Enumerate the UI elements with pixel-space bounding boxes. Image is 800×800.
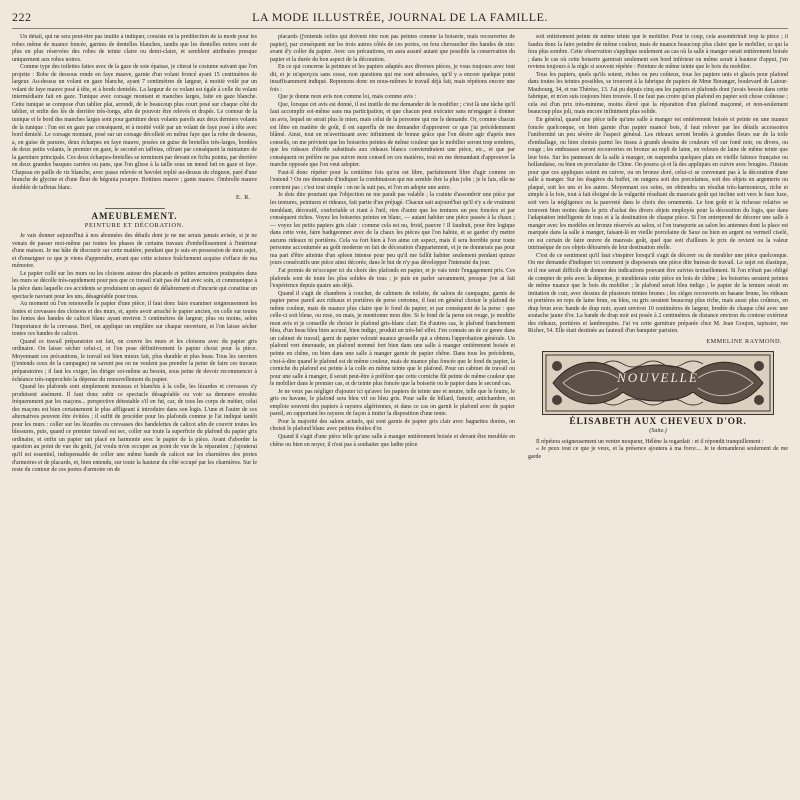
paragraph: Le papier collé sur les murs ou les cloisons autour des placards et petites armoires pratiquées dans les murs se décolle très-rapidement pour peu que ce travail n'ait pas été fait avec soin, et communique à la pièce dans laquelle ces accidents se produisent un aspect de délabrement et d'incurie qui constitue un spectacle navrant pour les uns, désagréable pour tous. (12, 270, 257, 300)
column-3 (528, 34, 788, 794)
nouvelle-banner (542, 351, 774, 415)
section-title: AMEUBLEMENT. (91, 211, 178, 222)
paragraph: Je dois dire pourtant que l'objection ne me paraît pas valable ; la crainte d'assombrir une pièce par les tentures, peintures et rideaux, fait partie d'un préjugé. Chacun sait aujourd'hui qu'il n'y a de vraiment meublant, décoratif, confortable et riant à l'œil, rien d'autre que les tentures un peu foncées et par conséquent riches. Voyez les boiseries peintes en blanc, — autant habiter une pièce passée à la chaux ; — voyez les petits papiers gris clair : comme cela est nu, froid, pauvre ! Il faudrait, pour être logique dans cette voie, faire badigeonner avec de la chaux les pièces que l'on habite, et se garder d'y mettre aucuns rideaux ni portières. Cela va fort bien à l'on aime cet aspect, mais il sera horrible pour toute personne accoutumée au goût moderne en fait de décoration d'appartement, et je ne donnerais pas pour ma part d'être atteinte d'un spleen intense pour peu qu'il me fallût habiter seulement pendant quinze jours consécutifs une pièce ainsi décorée, dans le but de n'y pas développer l'intensité du jour. (270, 192, 515, 267)
paragraph: Il répétera soigneusement un ventre moqueur, Hélène la regardait : et il répondit tranquillement : (536, 438, 764, 445)
column-2 (270, 34, 515, 794)
paragraph: En général, quand une pièce telle qu'une salle à manger est entièrement boisée et peinte en une nuance foncée quelconque, on bien garnie d'un papier nuancé bois, il faut relever par les détails accessoires l'uniformité un peu sévère de l'aspect général. Les rideaux seront brodés à grandes fleurs sur de la toile d'emballage, ou bien choisis parmi les tissus à grands dessins de couleurs vif sur fond noir, ou divers, ou rouge ; les embrasses seront recouvertes en bronze au repli de laine, en velours de laine de même teinte que leur bois. Sur les panneaux de la salle à manger, on suspendra quelques plats en vieille faïence française ou hollandaise, ou bien en porcelaine de Chine. On posera çà et là des appliques en cuivre avec bougies. J'insiste pour que ces appliques soient en cuivre, ou en bronze doré, celui-ci se convenant pas à la décoration d'une salle à manger. Sur les étagères du buffet, on rangera soit des porcelaines, soit des objets en argenterie ou plaqué, soit les uns et les autres. Moyennant ces soins, on obtiendra un résultat très-harmonieux, riche et simple à la fois, tout à fait éloigné de la vulgarité résultant du mauvais goût qui incline soit vers le faux luxe, soit vers la négligence ou la pauvreté dans le choix des ornements. Le bon goût et la richesse relative se trouvent bien moins dans le prix d'achat des divers objets employés pour la décoration du logis, que dans l'adaptation intelligente de tous et à la destination de chaque pièce. Si l'on entreprend de décorer une salle à manger avec les modèles en bronze réservés au salon, si l'on transporte au salon les antennes dont la place est marquée dans la salle à manger, faisant-là en vieille porcelaine de Saxe ou bien en argent ou vermeil ciselé, on est certain de faire œuvre de mauvais goût, quel que soit d'ailleurs le prix de revient ou la valeur intrinsèque de ces objets détournés de leur destination réelle. (528, 117, 788, 252)
journal-title: LA MODE ILLUSTRÉE, JOURNAL DE LA FAMILLE. (252, 10, 548, 24)
paragraph: Au moment où l'on renouvelle le papier d'une pièce, il faut donc faire examiner soigneusement les fentes et crevasses des cloisons et des murs, et, après avoir arraché le papier ancien, on colle sur toutes les fentes des bandes de calicot blanc ayant environ 3 centimètres de largeur, plus ou moins, selon l'importance de la crevasse. Bref, on applique un emplâtre sur chaque ouverture, et l'on laisse sécher toutes ces bandes de calicot. (12, 301, 257, 338)
story-title: ÉLISABETH AUX CHEVEUX D'OR. (569, 417, 747, 428)
paragraph: Que je donne mon avis non comme loi, mais comme avis : (278, 94, 417, 101)
banner-label: NOUVELLE (617, 370, 699, 386)
page-number: 222 (12, 10, 32, 24)
paragraph: placards (j'entends celles qui doivent être non pas peintes comme la boiserie, mais recouvertes de papier), par conséquent sur les trois autres côtés de ces portes, on fera chevaucher des bandes de zinc avant d'y coller du papier. Avec ces précautions, on aura assuré autant que possible la conservation du papier et la durée du bon aspect de la décoration. (270, 34, 515, 63)
author-signature: EMMELINE RAYMOND. (706, 337, 782, 345)
section-subtitle: PEINTURE ET DÉCORATION. (84, 221, 185, 229)
paragraph: « Je peux tout ce que je veux, et la présence ajoutera à ma force.... Je te demanderai seulement de me garde (528, 446, 788, 460)
paragraph: J'ai promis de m'occuper ici du choix des plafonds en papier, et je vais tenir l'engagement pris. Ces plafonds sont de toute les plus solides de tous ; je puis en parler savamment, presque j'en ai fait l'expérience depuis quatre ans déjà. (270, 267, 515, 290)
paragraph: Un détail, qui ne sera peut-être pas inutile à indiquer, consiste en la prédilection de la mode pour les robes même de nuance foncée, garnies de dentelles blanches, tandis que les dentelles noires sont de plus en plus réservées des robes de teinte claire ou demi-claire, et semblent attribuées presque uniquement aux robes noires. (12, 34, 257, 63)
paragraph: Je ne veux pas négliger d'ajouter ici qu'avec les papiers de teinte une et neutre, telle que le feutre, le gris ou havane, le plafond sera bleu vif ou bleu gris. Pour salle de billard, fumoir, antichambre, on emploie souvent des papiers à rayures algériennes, et dans ce cas on garnit le plafond avec de papier pareil, en rapportant les rayures de façon à imiter la disposition d'une tente. (270, 388, 515, 418)
paragraph: Je vais donner aujourd'hui à nos abonnées des détails dont je ne me serais jamais avisée, si je ne venais de passer moi-même par toutes les phases de certains travaux d'embellissement à l'intérieur d'une maison. Je me hâte de discourir sur cette matière, pendant que je suis en possession de mon sujet, et d'enseigner ce que je viens d'apprendre, avant que cette science fraîchement acquise s'efface de ma mémoire. (12, 233, 257, 270)
column-1 (12, 34, 257, 794)
paragraph: Quand ce travail préparatoire est fait, on couvre les murs et les cloisons avec du papier gris ordinaire. On laisse sécher celui-ci, et l'on pose définitivement le papier choisi pour la pièce. Moyennant ces précautions, le travail est bien mieux fait, plus durable et plus beau. Tous les ouvriers (j'entends ceux de la campagne) ne savent pas ou ne veulent pas prendre la peine de faire ces travaux préparatoires ; il faut les exiger, les diriger soi-même au besoin, sous peine de devoir recommencer à échéance très-rapprochée la dépense du renouvellement du papier. (12, 338, 257, 383)
author-signature: E. R. (235, 194, 251, 202)
story-subtitle: (Suite.) (649, 427, 667, 434)
section-divider (105, 208, 165, 209)
paragraph: En ce qui concerne la peinture et les papiers adaptés aux diverses pièces, je vous toujours avec tout dit, et je m'aperçois sans cesse, non questions qui me sont adressées, qu'il y a encore quelque point insuffisamment indiqué. Reprenons donc en nous-mêmes le travail déjà fait, mais répétons encore une fois : (270, 64, 515, 93)
paragraph: soit entièrement peinte de même teinte que le mobilier. Pour le coup, cela assombrirait trop la pièce ; il faudra donc la faire peindre de même couleur, mais de nuance beaucoup plus claire que le mobilier, ce qui la fera plus sombre. Cette observation s'applique seulement au cas où la salle à manger serait entièrement boisée ; dans le cas où cette boiserie garnirait seulement son bord inférieur ou même serait à hauteur d'appui, j'en reviens toujours à la règle si souvent répétée : Peinture de même teinte que le bois du mobilier. (528, 34, 788, 71)
paragraph: C'est de ce sentiment qu'il faut s'inspirer lorsqu'il s'agit de décorer ou de meubler une pièce quelconque. On me demande d'indiquer ici comment je disposerais une pièce dite bureau de travail. Le sujet est élastique, et il me serait difficile de donner des indications pouvant être suivies textuellement. Si l'on n'était pas obligé de compter de près avec la dépense, je meublerais cette pièce en bois de chêne ; les boiseries seraient peintes de même nuance que le bois du mobilier ; le plafond serait bleu indigo ; le papier de la tenture serait en imitation de cuir, avec dessins de plusieurs teintes brunes ; les sièges recouverts en basane brune, les rideaux et portières en reps de laine brun, ou bleu, ou gris seraient beaucoup plus riche, mais aussi plus coûteux, en drap brun avec bande de drap noir, ayant environ 10 centimètres de largeur, brodée de chaque côté avec une soutache jaune d'or. La bande de drap noir est posée à 2 centimètres de distance environ du contour extérieur des rideaux, portières et lambrequins. J'ai vu cette garniture préparée chez M. Jean Goujon, tapissier, rue Richer, 54. Elle était destinée au fauteuil d'un banquier parisien. (528, 252, 788, 335)
paragraph: Quand il s'agit de chambres à coucher, de cabinets de toilette, de salons de campagne, garnis de papier perse pareil aux rideaux et portières de perse cretonne, il faut en général choisir le plafond de même couleur, mais de nuance plus claire que le fond du papier, et par conséquent de la perse : que celle-ci soit bleue, ou rose, ou mais, je mentionne mon dire. Si le fond de la perse est rouge, je modifie mon avis et je conseille de choisir le plafond gris-blanc clair. En d'autres cas, le plafond franchement bleu, d'un beau bleu bien accusé, bien indigo, produit un très-bel effet. J'en connais un de ce genre dans un cabinet de travail, garni de papier velouté nuance groseille qui a obtenu l'approbation générale. Un plafond vert émeraude, un plafond nommé fort bien dans une salle à manger entièrement boisée et peinte en chêne, ou bien dans une salle à manger garnie de papier chêne. Dans tous les précédents, c'est-à-dire quand le plafond est de même couleur, mais de nuance plus foncée que le fond du papier, la corniche du plafond est peinte à la colle en même teinte que le plafond. Pour un cabinet de travail ou pour une salle à manger, il serait peut-être à préférer que cette corniche fût peinte de même couleur que le mobilier dans le premier cas, et de teinte plus foncée que la boiserie ou le papier dans le second cas. (270, 290, 515, 388)
paragraph: Que, lorsque cet avis est donné, il est inutile de me demander de le modifier ; c'est là une tâche qu'il faut accomplir soi-même sans ma participation, et que chacun peut exécuter sans m'engager à donner un avis, lequel ne serait plus le mien, mais celui de la personne qui me le demande. Or, comme chacun est libre en matière de goût, il est superflu de me demander d'approuver ce que j'ai précédemment blâmé. Ainsi, tout en m'avertissant avec infiniment de bonne grâce que l'on désire agir d'après mes conseils, on me prévient que les boiseries peintes de même couleur que le mobilier seront trop sombres, que les rideaux d'étoffe substitués aux rideaux blancs conviendraient une pièce, etc., et que par conséquent on préfère ne pas suivre mon conseil en ces matières, tout en me demandant d'approuver la marche opposée que l'on veut adopter. (270, 101, 515, 169)
paragraph: Pour la majorité des salons actuels, qui sont garnis de papier gris clair avec baguettes dorées, on choisit le plafond blanc avec petites étoiles d'or. (270, 418, 515, 433)
paragraph: Faut-il donc répéter pour la centième fois qu'on est libre, parfaitement libre d'agir comme on l'entend ? On me demande d'indiquer la combinaison qui me semble être la plus jolie ; je le fais, elle ne convient pas ; c'est tout simple : on ne la suit pas, et l'on en adopte une autre. (270, 169, 515, 191)
paragraph: Tous les papiers, quels qu'ils soient, riches ou peu coûteux, tous les papiers unis et glacés pour plafond dans toutes les teintes possibles, se trouvent à la fabrique de papiers de Mme Boranger, boulevard de Latour-Maubourg, 34, et rue Thérèse, 13. J'ai pu depuis cinq ans les papiers et plafonds dont j'avais besoin dans cette fabrique, et m'en suis toujours bien trouvée. Il ne faut pas croire qu'un plafond en papier soit chose coûteuse ; cela est d'un prix très-minime, moins élevé que la réparation d'un plafond maçonné, et non-seulement beaucoup plus joli, mais encore infiniment plus solide. (528, 71, 788, 116)
page-header (12, 10, 788, 29)
paragraph: Quand les plafonds sont simplement moussus et blanchis à la colle, les lézardes et crevasses s'y produisent aisément. Il faut donc subir ce spectacle désagréable ou voir sa demeure envahie fréquemment par les maçons... perspective détestable s'il en fut, car, de tous les corps de métier, celui des maçons est bien certainement le plus affligeant à introduire dans son logis. L'une et l'autre de ces alternatives peuvent être évitées ; il suffit de procéder pour les plafonds comme je l'ai indiqué tantôt pour les murs : coller sur les lézardes ou crevasses des bandelettes de calicot afin de couvrir toutes les blessures, puis, quand ce premier travail est sec, coller sur toute la superficie du plafond du papier gris ordinaire, et enfin un papier uni placé en harmonie avec le papier de la pièce. Avant d'aborder la question au point de vue du goût, j'ai voulu m'en occuper au point de vue de la réparation ; j'ajouterai qu'il est essentiel, indispensable de coller une même bande de calicot sur les charnières des portes d'armoires et de placards, et, bien entendu, sur toute la hauteur du côté occupé par les charnières. Sur le reste du contour de ces portes d'armoire on de (12, 384, 257, 474)
paragraph: Comme type des toilettes faites avec de la gaze de soie épaisse, je citerai le costume suivant que l'on projette : Robe de dessous ronde en faye mauve, garnie d'un volant froncé ayant 15 centimètres de largeur. Au-dessus un volant en gaze blanche, ayant 7 centimètres de largeur, à moitié voilé par un volant de faye mauve posé à tête, et à bords dentelés. La largeur de ce volant est égale à celle du volant intermédiaire fait en gaze. Tunique avec corsage montant et manches larges, faite en gaze blanche. Cette tunique se compose d'un tablier plat, arrondi, de le beaucoup plus court posé sur chaque côté du tablier, et enfin des lés de derrière très-longs, afin de pouvoir être relevés et drapés. Le contour de la tunique et le bord des manches larges sont pour garniture deux volants pareils aux deux derniers volants de la tunique : l'un est en gaze par conséquent, et à moitié voilé par un volant de faye posé à tête avec bord dentelé. Le corsage montant, posé sur un corsage décolleté en même faye que la robe de dessous, a, en guise de parures, deux écharpes en faye mauve, posées en guise de bretelles très-larges, bordées de deux petits volants, le premier en gaze, le second en taffetas, offrant par conséquent la miniature de la garniture principale. Ces deux écharpes-bretelles se terminent par devant en fichu pointu, par derrière en deux grandes basques carrées ou pans, que l'on glisse à la taille sous un nœud fait en gaze et faye. Chapeau en paille de riz blanche, avec passe relevée et bavolet replié au-dessus du chignon, paré d'une branche de glycine et d'une fleur de bégonia pourpre. Bottines mauve ; gants mauve. Ombrelle mauve doublée de taffetas blanc. (12, 64, 257, 191)
paragraph: Quand il s'agit d'une pièce telle qu'une salle à manger entièrement boisée et devant être meublée en chêne ou bien en noyer, il n'est pas à souhaiter que ladite pièce (270, 433, 515, 448)
